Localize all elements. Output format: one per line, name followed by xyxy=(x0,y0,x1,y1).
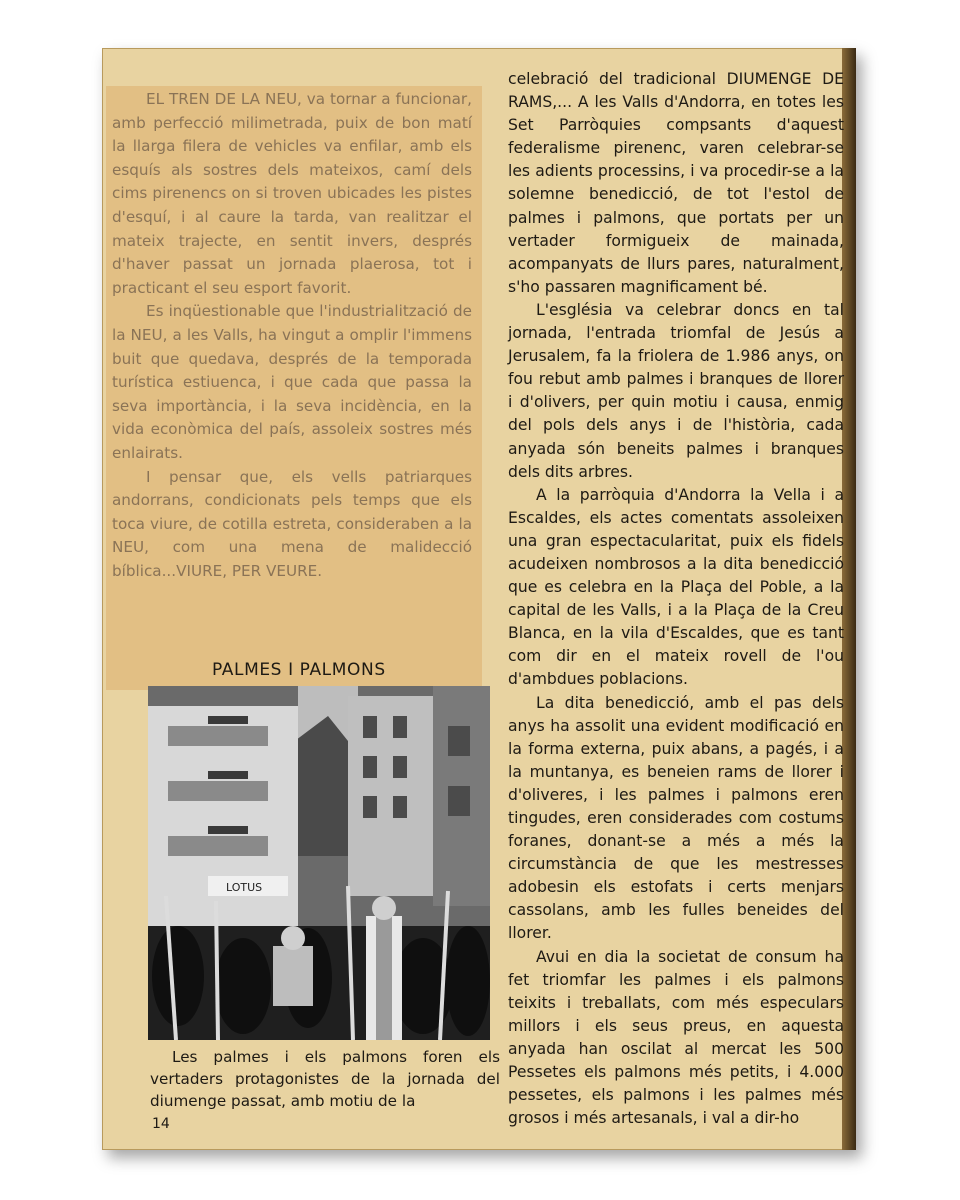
procession-photo xyxy=(148,686,490,1040)
right-paragraph-4: La dita benedicció, amb el pas dels anys ha assolit una evident modificació en la forma externa, puix abans, a pagés, i a la muntanya, es beneien rams de llorer i d'oliveres, i les palmes i palmons eren tingudes, eren considerades com costums foranes, donant-se a més a més la circumstància de que les mestresses adobesin els estofats i certs menjars cassolans, amb les fulles beneides del llorer. xyxy=(508,693,844,943)
caption-text: Les palmes i els palmons foren els vertaders protagonistes de la jornada del diumenge passat, amb motiu de la xyxy=(150,1048,500,1110)
photo-caption xyxy=(150,1046,500,1112)
left-paragraph-1: EL TREN DE LA NEU, va tornar a funcionar, amb perfecció milimetrada, puix de bon matí la llarga filera de vehicles va enfilar, amb els esquís als sostres dels mateixos, camí dels cims pirenencs on si troven ubicades les pistes d'esquí, i al caure la tarda, van realitzar el mateix trajecte, en sentit invers, després d'haver passat un jornada plaerosa, tot i practicant el seu esport favorit. xyxy=(112,90,472,297)
section-heading: PALMES I PALMONS xyxy=(212,660,386,680)
right-paragraph-3: A la parròquia d'Andorra la Vella i a Escaldes, els actes comentats assoleixen una gran espectacularitat, puix els fidels acudeixen nombrosos a la dita benedicció que es celebra en la Plaça del Poble, a la capital de les Valls, i a la Plaça de la Creu Blanca, en la vila d'Escaldes, que es tant com dir en el mateix rovell de l'ou d'ambdues poblacions. xyxy=(508,485,844,689)
magazine-page xyxy=(102,48,856,1150)
right-paragraph-1: celebració del tradicional DIUMENGE DE RAMS,... A les Valls d'Andorra, en totes les Set Parròquies compsants d'aquest federalisme pirenenc, varen celebrar-se les adients processins, i va procedir-se a la solemne benedicció, de tot l'estol de palmes i palmons, que portats per un vertader formigueix de mainada, acompanyats de llurs pares, naturalment, s'ho passaren magnificament bé. xyxy=(508,70,844,296)
book-spine xyxy=(842,48,856,1150)
right-column xyxy=(508,68,844,1130)
left-paragraph-3: I pensar que, els vells patriarques andorrans, condicionats pels temps que els toca viure, de cotilla estreta, consideraben a la NEU, com una mena de malidecció bíblica...VIURE, PER VEURE. xyxy=(112,467,472,580)
left-column xyxy=(112,88,472,583)
photo-illustration xyxy=(148,686,490,1040)
right-paragraph-2: L'església va celebrar doncs en tal jornada, l'entrada triomfal de Jesús a Jerusalem, fa la friolera de 1.986 anys, on fou rebut amb palmes i branques de llorer i d'olivers, per quin motiu i causa, enmig del pols dels anys i de l'història, cada anyada són beneits palmes i branques dels dits arbres. xyxy=(508,300,844,481)
page-number: 14 xyxy=(152,1116,170,1132)
left-paragraph-2: Es inqüestionable que l'industrialització de la NEU, a les Valls, ha vingut a omplir l'immens buit que quedava, després de la temporada turística estiuenca, i que cada que passa la seva importància, i la seva incidència, en la vida econòmica del país, assoleix sostres més enlairats. xyxy=(112,302,472,462)
shop-sign: LOTUS xyxy=(226,881,263,894)
right-paragraph-5: Avui en dia la societat de consum ha fet triomfar les palmes i els palmons teixits i treballats, com més especulars millors i els seus preus, en aquesta anyada han oscilat al mercat les 500 Pessetes els palmons més petits, i 4.000 pessetes, els palmons i les palmes més grosos i més artesanals, i val a dir-ho xyxy=(508,947,844,1128)
